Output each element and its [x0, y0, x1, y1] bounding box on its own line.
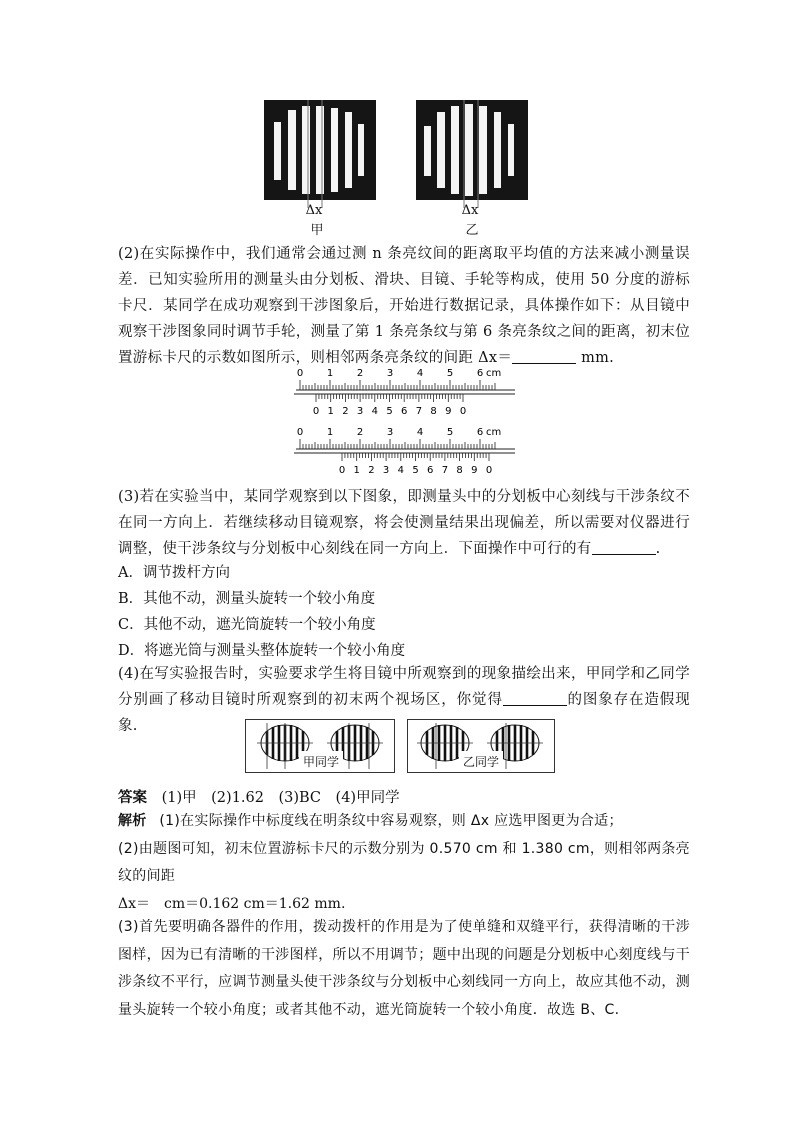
main-scale-label: 5	[446, 368, 454, 379]
delta-x-label-jia: Δx	[305, 203, 323, 218]
analysis-p1-text: (1)在实际操作中标度线在明条纹中容易观察，则 Δx 应选甲图更为合适；	[159, 813, 623, 829]
vernier-label: 0	[485, 465, 493, 476]
main-scale-label: 4	[416, 427, 424, 438]
answer-line	[118, 786, 400, 807]
analysis-p4: (3)首先要明确各器件的作用，拨动拨杆的作用是为了使单缝和双缝平行，获得清晰的干涉图样，因为已有清晰的干涉图样，所以不用调节；题中出现的问题是分划板中心刻度线与干涉条纹不平行，应调节测量头使干涉条纹与分划板中心刻线同一方向上，故应其他不动，测量头旋转一个较小角度；或者其他不动，遮光筒旋转一个较小角度．故选 B、C.	[118, 919, 690, 1018]
vernier-label: 6	[427, 465, 434, 476]
vernier-label: 3	[382, 465, 390, 476]
main-scale-labels	[297, 427, 501, 438]
main-scale-label: 6	[476, 368, 484, 379]
question-2-text: (2)在实际操作中，我们通常会通过测 n 条亮纹间的距离取平均值的方法来减小测量误差．已知实验所用的测量头由分划板、滑块、目镜、手轮等构成，使用 50 分度的游标卡尺．某同学在成功观察到干涉图象后，开始进行数据记录，具体操作如下：从目镜中观察干涉图象同时调节手轮，测量了第 1 条亮条纹与第 6 条亮条纹之间的距离，初末位置游标卡尺的示数如图所示，则相邻两条亮条纹的间距 Δx＝	[118, 246, 690, 366]
analysis-p1	[118, 808, 690, 834]
main-scale-label: 5	[446, 427, 454, 438]
main-scale-label: 4	[416, 368, 424, 379]
interference-figure-jia	[264, 100, 376, 208]
vernier-caliper-initial	[290, 366, 520, 418]
question-3	[118, 484, 690, 562]
question-3-suffix: .	[655, 541, 661, 557]
vernier-caliper-final	[290, 425, 520, 477]
vernier-label: 2	[368, 465, 375, 476]
vernier-label: 0	[312, 406, 320, 417]
unit-label: cm	[486, 368, 502, 379]
answer-label: 答案	[118, 789, 147, 806]
vernier-label: 0	[459, 406, 467, 417]
vernier-label: 8	[430, 406, 437, 417]
vernier-label: 7	[415, 406, 423, 417]
vernier-label: 9	[471, 465, 478, 476]
vernier-label: 1	[353, 465, 360, 476]
vernier-label: 6	[401, 406, 408, 417]
main-scale-label: 3	[386, 427, 394, 438]
option-d: D．将遮光筒与测量头整体旋转一个较小角度	[118, 643, 406, 659]
student-label-yi: 乙同学	[462, 755, 499, 769]
vernier-label: 8	[456, 465, 463, 476]
vernier-label: 4	[397, 465, 404, 476]
answer-blank	[512, 349, 576, 364]
answer-text: (1)甲 (2)1.62 (3)BC (4)甲同学	[161, 790, 400, 806]
vernier-label: 2	[342, 406, 349, 417]
vernier-label: 1	[327, 406, 334, 417]
main-scale-label: 2	[356, 368, 364, 379]
unit-label: cm	[486, 427, 502, 438]
option-b: B．其他不动，测量头旋转一个较小角度	[118, 591, 376, 607]
vernier-label: 0	[338, 465, 346, 476]
interference-figure-yi	[416, 100, 528, 208]
delta-x-label-yi: Δx	[461, 203, 479, 218]
vernier-label: 5	[386, 406, 393, 417]
main-scale-label: 0	[296, 368, 304, 379]
question-3-text: (3)若在实验当中，某同学观察到以下图象，即测量头中的分划板中心刻线与干涉条纹不在同一方向上．若继续移动目镜观察，将会使测量结果出现偏差，所以需要对仪器进行调整，使干涉条纹与分划板中心刻线在同一方向上．下面操作中可行的有	[118, 489, 690, 557]
vernier-label: 7	[441, 465, 449, 476]
analysis-label: 解析	[118, 813, 147, 829]
analysis-p2: (2)由题图可知，初末位置游标卡尺的示数分别为 0.570 cm 和 1.380 cm，则相邻两条亮纹的间距	[118, 841, 690, 884]
question-2-suffix: mm.	[576, 350, 615, 366]
figure-label-jia: 甲	[310, 223, 324, 238]
vernier-scale-labels	[313, 406, 466, 417]
main-scale-label: 1	[326, 427, 334, 438]
question-4	[118, 661, 690, 739]
main-scale-label: 0	[296, 427, 304, 438]
question-4-text: (4)在写实验报告时，实验要求学生将目镜中所观察到的现象描绘出来，甲同学和乙同学分别画了移动目镜时所观察到的初末两个视场区，你觉得	[118, 666, 690, 708]
option-a: A．调节拨杆方向	[118, 565, 230, 581]
analysis-p3: Δx＝ cm＝0.162 cm＝1.62 mm.	[118, 896, 346, 912]
vernier-label: 3	[356, 406, 364, 417]
main-scale-label: 6	[476, 427, 484, 438]
student-label-jia: 甲同学	[302, 755, 339, 769]
main-scale-label: 1	[326, 368, 334, 379]
question-4-suffix: 的图象存在造假现象.	[118, 692, 690, 734]
vernier-label: 9	[445, 406, 452, 417]
answer-blank	[592, 540, 656, 555]
main-scale-labels	[297, 368, 501, 379]
figure-label-yi: 乙	[465, 223, 479, 238]
main-scale-label: 3	[386, 368, 394, 379]
vernier-label: 5	[412, 465, 419, 476]
vernier-scale-labels	[339, 465, 492, 476]
vernier-label: 4	[371, 406, 378, 417]
answer-blank	[503, 691, 567, 706]
main-scale-label: 2	[356, 427, 364, 438]
question-2	[118, 241, 690, 371]
option-c: C．其他不动，遮光筒旋转一个较小角度	[118, 617, 376, 633]
